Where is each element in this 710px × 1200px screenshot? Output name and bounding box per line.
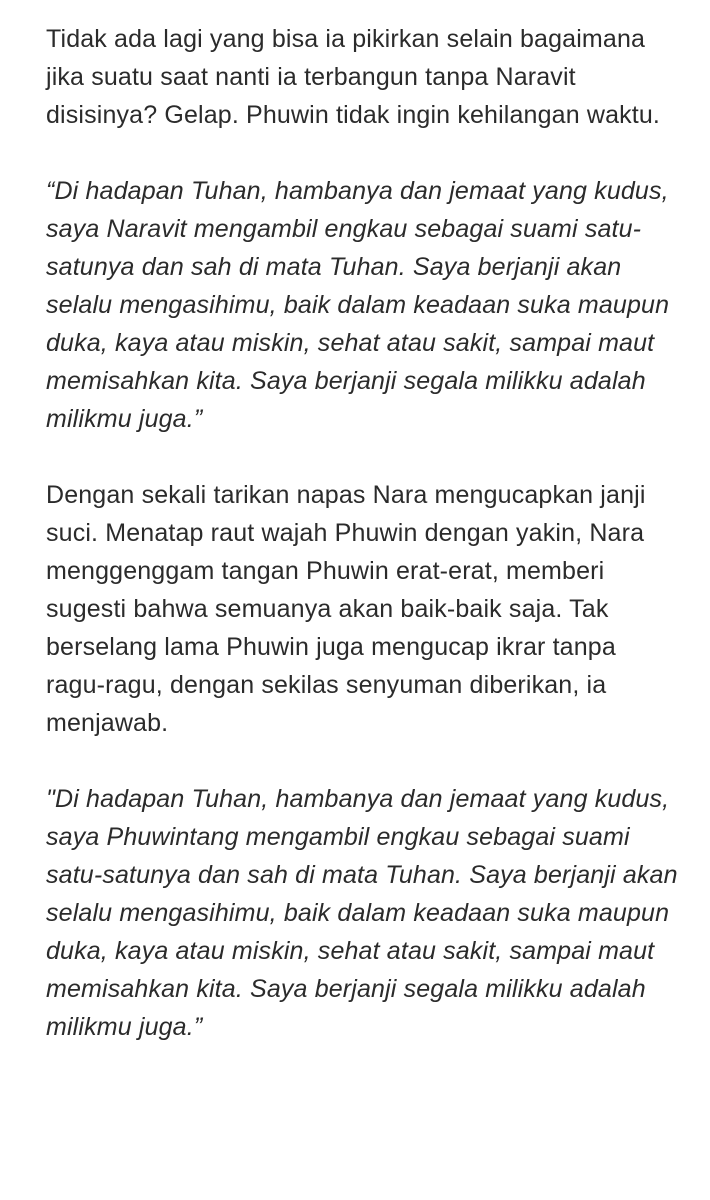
paragraph-gap bbox=[46, 742, 680, 780]
paragraph-narration-1: Tidak ada lagi yang bisa ia pikirkan selain bagaimana jika suatu saat nanti ia terbangun tanpa Naravit disisinya? Gelap. Phuwin tidak ingin kehilangan waktu. bbox=[46, 25, 661, 129]
paragraph-vow-phuwin: "Di hadapan Tuhan, hambanya dan jemaat yang kudus, saya Phuwintang mengambil engkau sebagai suami satu-satunya dan sah di mata Tuhan. Saya berjanji akan selalu mengasihimu, baik dalam keadaan suka maupun duka, kaya atau miskin, sehat atau sakit, sampai maut memisahkan kita. Saya berjanji segala milikku adalah milikmu juga.” bbox=[46, 785, 678, 1041]
paragraph-gap bbox=[46, 438, 680, 476]
paragraph-vow-naravit: “Di hadapan Tuhan, hambanya dan jemaat yang kudus, saya Naravit mengambil engkau sebagai suami satu-satunya dan sah di mata Tuhan. Saya berjanji akan selalu mengasihimu, baik dalam keadaan suka maupun duka, kaya atau miskin, sehat atau sakit, sampai maut memisahkan kita. Saya berjanji segala milikku adalah milikmu juga.” bbox=[46, 177, 670, 433]
paragraph-narration-2: Dengan sekali tarikan napas Nara mengucapkan janji suci. Menatap raut wajah Phuwin dengan yakin, Nara menggenggam tangan Phuwin erat-erat, memberi sugesti bahwa semuanya akan baik-baik saja. Tak berselang lama Phuwin juga mengucap ikrar tanpa ragu-ragu, dengan sekilas senyuman diberikan, ia menjawab. bbox=[46, 481, 646, 737]
paragraph-gap bbox=[46, 134, 680, 172]
